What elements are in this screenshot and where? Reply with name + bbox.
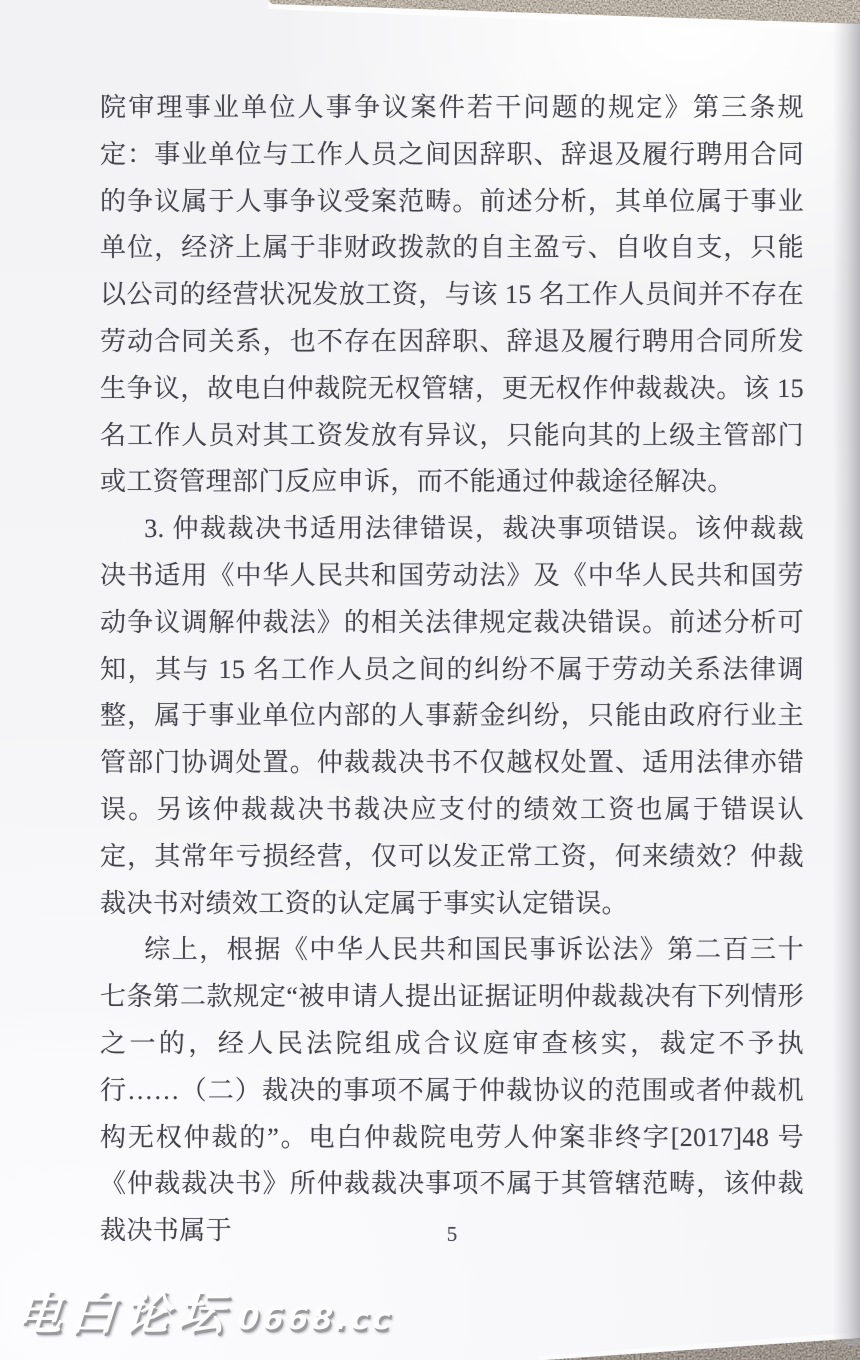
paragraph-continuation: 院审理事业单位人事争议案件若干问题的规定》第三条规定：事业单位与工作人员之间因辞职、辞退及履行聘用合同的争议属于人事争议受案范畴。前述分析，其单位属于事业单位，经济上属于非财政拨款的自主盈亏、自收自支，只能以公司的经营状况发放工资，与该 15 名工作人员间并不存在劳动合同关系，也不存在因辞职、辞退及履行聘用合同所发生争议，故电白仲裁院无权管辖，更无权作仲裁裁决。该 15 名工作人员对其工资发放有异议，只能向其的上级主管部门或工资管理部门反应申诉，而不能通过仲裁途径解决。	[100, 93, 804, 497]
watermark-site-domain: 0668.cc	[236, 1300, 395, 1337]
paper-right-edge-shadow	[833, 22, 860, 1346]
watermark-site-name: 电白论坛	[14, 1286, 234, 1340]
document-body	[100, 85, 804, 1255]
paragraph-point-3: 3. 仲裁裁决书适用法律错误，裁决事项错误。该仲裁裁决书适用《中华人民共和国劳动法》及《中华人民共和国劳动争议调解仲裁法》的相关法律规定裁决错误。前述分析可知，其与 15 名工作人员之间的纠纷不属于劳动关系法律调整，属于事业单位内部的人事薪金纠纷，只能由政府行业主管部门协调处置。仲裁裁决书不仅越权处置、适用法律亦错误。另该仲裁裁决书裁决应支付的绩效工资也属于错误认定，其常年亏损经营，仅可以发正常工资，何来绩效？仲裁裁决书对绩效工资的认定属于事实认定错误。	[100, 514, 804, 918]
page-number: 5	[446, 1222, 458, 1246]
forum-watermark	[14, 1286, 395, 1340]
paragraph-conclusion: 综上，根据《中华人民共和国民事诉讼法》第二百三十七条第二款规定“被申请人提出证据证明仲裁裁决有下列情形之一的，经人民法院组成合议庭审查核实，裁定不予执行……（二）裁决的事项不属于仲裁协议的范围或者仲裁机构无权仲裁的”。电白仲裁院电劳人仲案非终字[2017]48 号《仲裁裁决书》所仲裁裁决事项不属于其管辖范畴，该仲裁裁决书属于	[100, 935, 804, 1246]
